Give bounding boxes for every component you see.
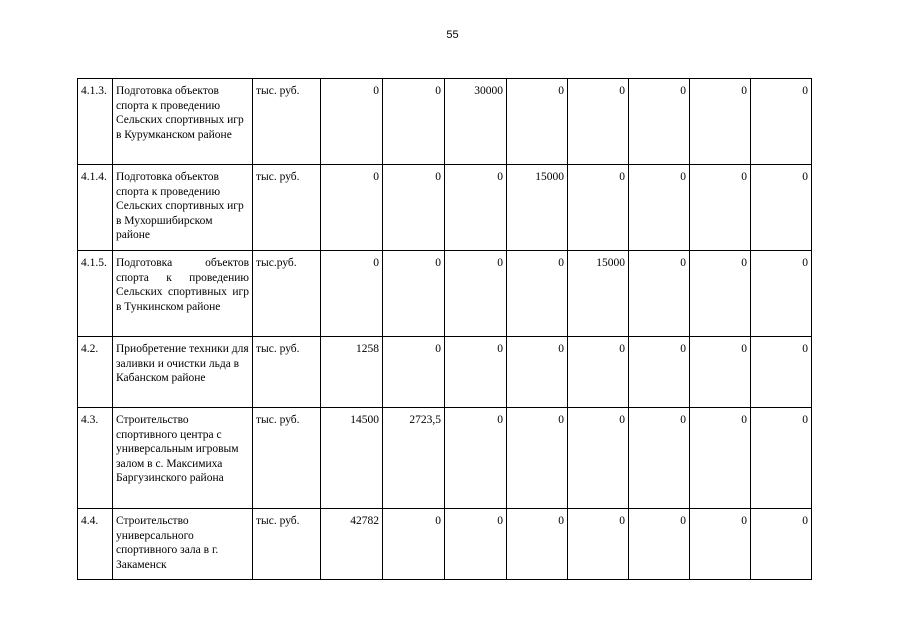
row-number-cell: 4.4.: [78, 509, 113, 580]
value-cell: 0: [383, 337, 445, 408]
value-cell: 15000: [568, 251, 629, 337]
unit-cell: тыс. руб.: [253, 509, 321, 580]
value-cell: 30000: [445, 79, 507, 165]
value-cell: 0: [507, 337, 568, 408]
value-cell: 0: [751, 408, 812, 509]
activity-name-cell: Приобретение техники для заливки и очистки льда в Кабанском районе: [113, 337, 253, 408]
value-cell: 0: [568, 165, 629, 251]
table-row: [78, 509, 812, 580]
value-cell: 0: [568, 408, 629, 509]
value-cell: 0: [751, 79, 812, 165]
row-number-cell: 4.3.: [78, 408, 113, 509]
table-row: [78, 165, 812, 251]
value-cell: 0: [751, 337, 812, 408]
activity-name-cell: Подготовка объектов спорта к проведению Сельских спортивных игр в Мухоршибирском районе: [113, 165, 253, 251]
budget-table: [77, 78, 812, 580]
value-cell: 15000: [507, 165, 568, 251]
unit-cell: тыс. руб.: [253, 79, 321, 165]
table-row: [78, 337, 812, 408]
value-cell: 2723,5: [383, 408, 445, 509]
value-cell: 0: [751, 251, 812, 337]
row-number-cell: 4.1.3.: [78, 79, 113, 165]
row-number-cell: 4.1.5.: [78, 251, 113, 337]
value-cell: 0: [568, 79, 629, 165]
unit-cell: тыс. руб.: [253, 165, 321, 251]
value-cell: 0: [690, 251, 751, 337]
value-cell: 14500: [321, 408, 383, 509]
value-cell: 1258: [321, 337, 383, 408]
table-row: [78, 251, 812, 337]
value-cell: 0: [690, 79, 751, 165]
value-cell: 0: [445, 408, 507, 509]
unit-cell: тыс.руб.: [253, 251, 321, 337]
page-number: 55: [446, 29, 459, 41]
value-cell: 0: [751, 165, 812, 251]
value-cell: 42782: [321, 509, 383, 580]
value-cell: 0: [629, 165, 690, 251]
value-cell: 0: [445, 509, 507, 580]
value-cell: 0: [445, 251, 507, 337]
value-cell: 0: [321, 251, 383, 337]
activity-name-cell: Подготовка объектов спорта к проведению Сельских спортивных игр в Курумканском районе: [113, 79, 253, 165]
value-cell: 0: [383, 509, 445, 580]
value-cell: 0: [383, 165, 445, 251]
value-cell: 0: [690, 165, 751, 251]
activity-name-cell: Строительство универсального спортивного зала в г. Закаменск: [113, 509, 253, 580]
row-number-cell: 4.1.4.: [78, 165, 113, 251]
value-cell: 0: [507, 509, 568, 580]
value-cell: 0: [690, 408, 751, 509]
value-cell: 0: [383, 79, 445, 165]
table-row: [78, 408, 812, 509]
value-cell: 0: [629, 408, 690, 509]
unit-cell: тыс. руб.: [253, 408, 321, 509]
value-cell: 0: [507, 251, 568, 337]
value-cell: 0: [507, 408, 568, 509]
value-cell: 0: [445, 165, 507, 251]
unit-cell: тыс. руб.: [253, 337, 321, 408]
value-cell: 0: [629, 509, 690, 580]
activity-name-cell: Строительство спортивного центра с универсальным игровым залом в с. Максимиха Баргузинского района: [113, 408, 253, 509]
value-cell: 0: [629, 337, 690, 408]
value-cell: 0: [751, 509, 812, 580]
value-cell: 0: [507, 79, 568, 165]
row-number-cell: 4.2.: [78, 337, 113, 408]
value-cell: 0: [690, 337, 751, 408]
value-cell: 0: [383, 251, 445, 337]
value-cell: 0: [321, 79, 383, 165]
value-cell: 0: [445, 337, 507, 408]
value-cell: 0: [568, 509, 629, 580]
value-cell: 0: [629, 251, 690, 337]
table-row: [78, 79, 812, 165]
value-cell: 0: [568, 337, 629, 408]
value-cell: 0: [629, 79, 690, 165]
value-cell: 0: [690, 509, 751, 580]
activity-name-cell: Подготовка объектов спорта к проведению Сельских спортивных игр в Тункинском районе: [113, 251, 253, 337]
value-cell: 0: [321, 165, 383, 251]
